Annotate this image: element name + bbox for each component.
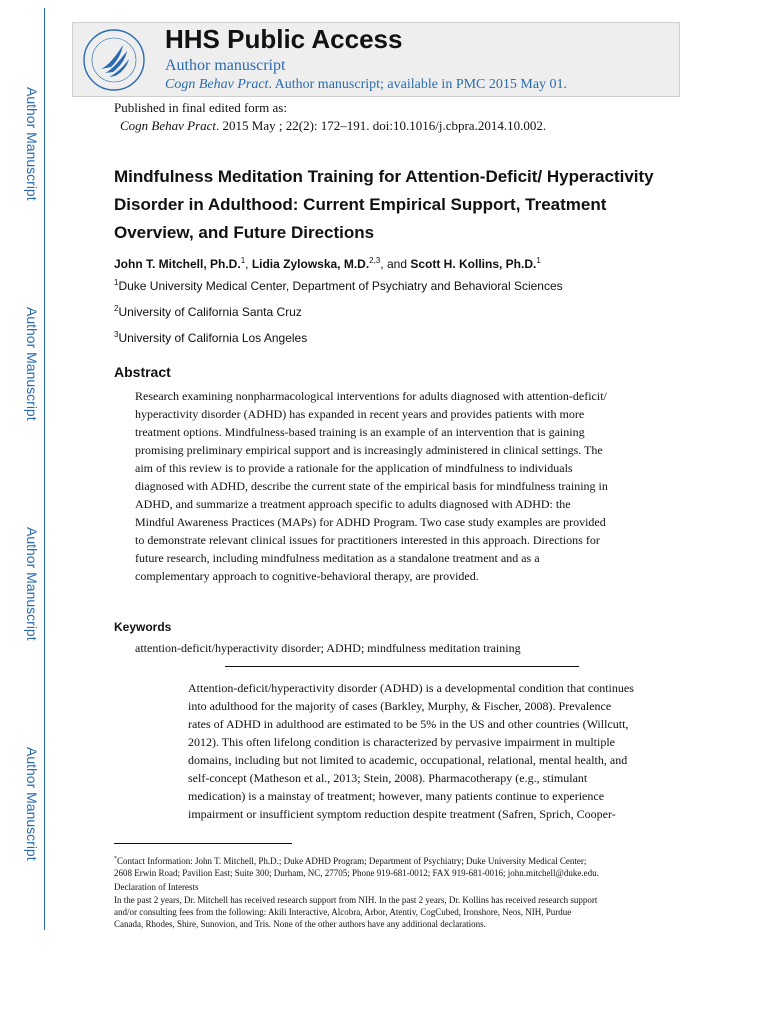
affiliation: $^3$University of California Los Angeles (114, 330, 308, 345)
body-line: into adulthood for the majority of cases (Barkley, Murphy, & Fischer, 2008). Prevalence (188, 699, 612, 713)
abstract-text (135, 387, 675, 585)
abstract-line: hyperactivity disorder (ADHD) has expanded in recent years and provides patients with more (135, 407, 585, 421)
abstract-line: Mindful Awareness Practices (MAPs) for ADHD Program. Two case study examples are provided (135, 515, 606, 529)
contact-footnote: *Contact Information: John T. Mitchell, Ph.D.; Duke ADHD Program; Department of Psychiatry; Duke University Medical Center; 2608 Erwin Road; Pavilion East; Suite 300; Durham, NC, 27705; Phone 919-681-0012; FAX 919-681-0016; john.mitchell@duke.edu. (114, 856, 599, 878)
declaration-heading: Declaration of Interests (114, 882, 199, 892)
body-paragraph (188, 679, 658, 823)
sidebar-label: Author Manuscript (24, 747, 40, 861)
body-line: medication) is a mainstay of treatment; however, many patients continue to experience (188, 789, 605, 803)
abstract-line: future research, including mindfulness meditation as a standalone treatment and as a (135, 551, 540, 565)
body-line: impairment or insufficient symptom reduction despite treatment (Safren, Sprich, Cooper- (188, 807, 616, 821)
keywords-heading: Keywords (114, 620, 172, 634)
sidebar-label: Author Manuscript (24, 307, 40, 421)
body-line: self-concept (Matheson et al., 2013; Stein, 2008). Pharmacotherapy (e.g., stimulant (188, 771, 588, 785)
body-line: 2012). This often lifelong condition is characterized by pervasive impairment in multiple (188, 735, 615, 749)
header-title: HHS Public Access (165, 24, 403, 54)
abstract-line: to demonstrate relevant clinical issues for practitioners interested in this approach. Directions for (135, 533, 600, 547)
sidebar-rule (44, 8, 45, 930)
published-label: Published in final edited form as: (114, 100, 287, 115)
abstract-line: diagnosed with ADHD, describe the current state of the empirical basis for mindfulness training in (135, 479, 608, 493)
article-title: Mindfulness Meditation Training for Attention-Deficit/ Hyperactivity Disorder in Adulthood: Current Empirical Support, Treatment Overview, and Future Directions (114, 167, 654, 242)
publication-citation: Cogn Behav Pract. 2015 May ; 22(2): 172–191. doi:10.1016/j.cbpra.2014.10.002. (120, 118, 547, 133)
header-citation: Cogn Behav Pract. Author manuscript; available in PMC 2015 May 01. (165, 77, 568, 92)
header-subtitle: Author manuscript (165, 57, 286, 74)
sidebar-label: Author Manuscript (24, 87, 40, 201)
sidebar-label: Author Manuscript (24, 527, 40, 641)
body-line: rates of ADHD in adulthood are estimated to be 5% in the US and other countries (Willcutt, (188, 717, 629, 731)
affiliation: $^2$University of California Santa Cruz (114, 304, 302, 319)
abstract-line: ADHD, and summarize a treatment approach specific to adults diagnosed with ADHD: the (135, 497, 571, 511)
author-list: John T. Mitchell, Ph.D.$^1$, Lidia Zylowska, M.D.$^{2,3}$, and Scott H. Kollins, Ph.D.$^1$ (114, 256, 541, 271)
abstract-line: complementary approach to cognitive-behavioral therapy, are provided. (135, 569, 479, 583)
affiliation: $^1$Duke University Medical Center, Department of Psychiatry and Behavioral Sciences (114, 278, 563, 293)
section-divider (225, 666, 579, 667)
declaration-text: In the past 2 years, Dr. Mitchell has received research support from NIH. In the past 2 years, Dr. Kollins has received research support and/or consulting fees from the following: Akili Interactive, Alcobra, Arbor, Atentiv, CogCubed, Ironshore, Neos, NIH, Purdue Canada, Rhodes, Shire, Sunovion, and Tris. None of the other authors have any additional declarations. (114, 895, 598, 929)
keywords-text: attention-deficit/hyperactivity disorder; ADHD; mindfulness meditation training (135, 641, 521, 655)
abstract-line: promising preliminary empirical support and is increasingly administered in clinical settings. The (135, 443, 603, 457)
body-line: Attention-deficit/hyperactivity disorder (ADHD) is a developmental condition that continues (188, 681, 634, 695)
hhs-eagle-logo-icon (81, 27, 147, 93)
abstract-line: aim of this review is to provide a rationale for the application of mindfulness to individuals (135, 461, 573, 475)
abstract-heading: Abstract (114, 364, 171, 380)
abstract-line: treatment options. Mindfulness-based training is an example of an intervention that is gaining (135, 425, 585, 439)
abstract-line: Research examining nonpharmacological interventions for adults diagnosed with attention-deficit/ (135, 389, 607, 403)
footnote-rule (114, 843, 292, 844)
body-line: domains, including but not limited to academic, occupational, relational, mental health, and (188, 753, 628, 767)
